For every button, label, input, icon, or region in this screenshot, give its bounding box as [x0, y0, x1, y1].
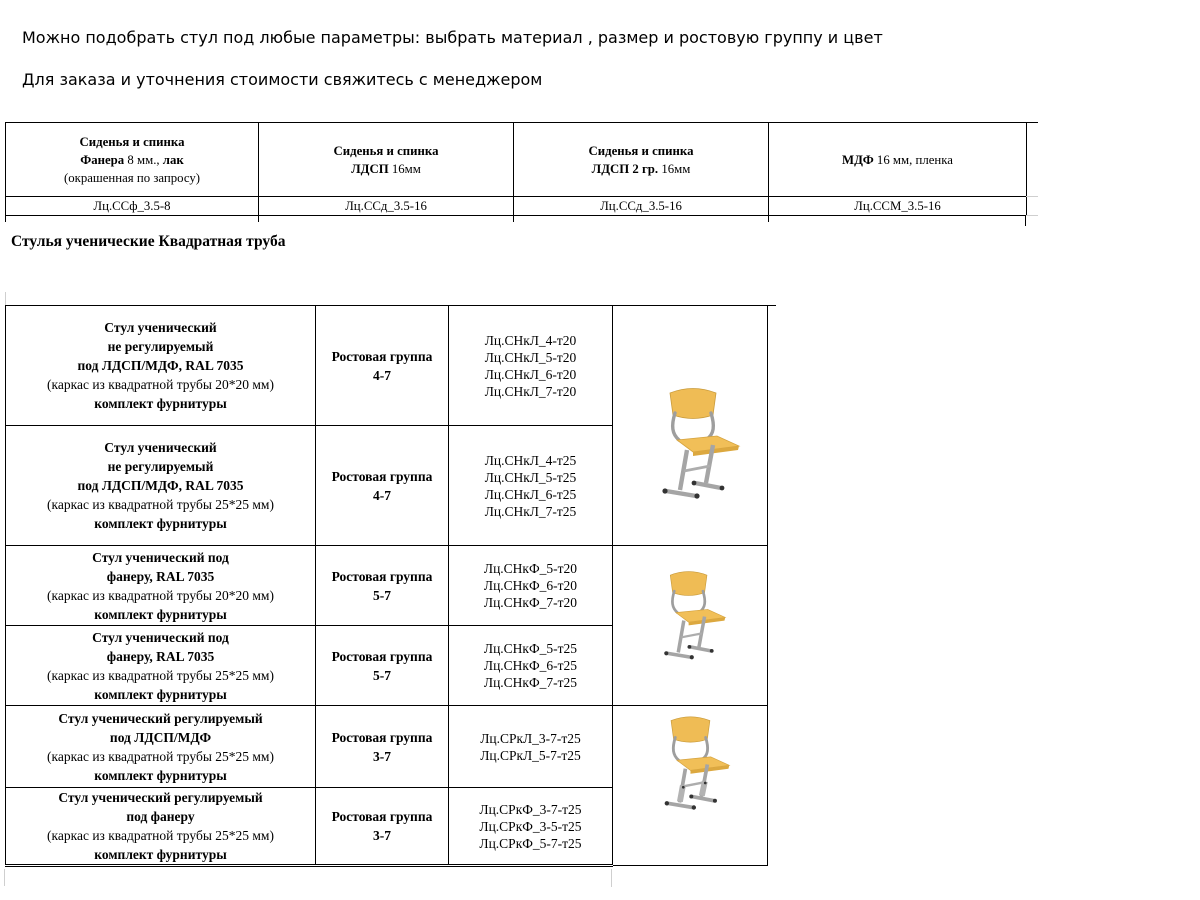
- table-row: [6, 306, 768, 426]
- material-code-mdf: Лц.ССМ_3.5-16: [769, 197, 1027, 216]
- product-name-cell: Стул ученический регулируемый под ЛДСП/МДФ (каркас из квадратной трубы 25*25 мм) комплект фурнитуры: [6, 706, 316, 788]
- gridline-faint: [611, 869, 612, 887]
- gridline-stub: [5, 216, 6, 222]
- school-chair-plywood-icon: [655, 568, 727, 670]
- product-name-cell: Стул ученический не регулируемый под ЛДСП/МДФ, RAL 7035 (каркас из квадратной трубы 25*25 мм) комплект фурнитуры: [6, 426, 316, 546]
- material-header-ldsp2: Сиденья и спинка ЛДСП 2 гр. 16мм: [514, 123, 769, 197]
- chairs-table: [5, 305, 768, 867]
- school-chair-fixed-icon: [651, 384, 741, 512]
- growth-group-cell: Ростовая группа 5-7: [316, 626, 449, 706]
- material-header-ldsp: Сиденья и спинка ЛДСП 16мм: [259, 123, 514, 197]
- gridline-stub: [513, 216, 514, 222]
- gridline-faint: [5, 292, 6, 305]
- gridline-faint: [1026, 196, 1038, 197]
- materials-table: [5, 122, 1027, 216]
- product-name-cell: Стул ученический регулируемый под фанеру (каркас из квадратной трубы 25*25 мм) комплект фурнитуры: [6, 788, 316, 866]
- school-chair-adjustable-icon: [655, 713, 731, 821]
- growth-group-cell: Ростовая группа 4-7: [316, 426, 449, 546]
- intro-line-1: Можно подобрать стул под любые параметры: выбрать материал , размер и ростовую группу и цвет: [22, 28, 883, 47]
- material-code-plywood: Лц.ССф_3.5-8: [6, 197, 259, 216]
- section-title: Стулья ученические Квадратная труба: [11, 233, 286, 250]
- material-header-plywood: Сиденья и спинка Фанера 8 мм., лак (окрашенная по запросу): [6, 123, 259, 197]
- gridline-stub: [1025, 122, 1038, 123]
- product-name-cell: Стул ученический под фанеру, RAL 7035 (каркас из квадратной трубы 25*25 мм) комплект фурнитуры: [6, 626, 316, 706]
- materials-header-row: [6, 123, 1027, 197]
- product-codes-cell: Лц.СРкЛ_3-7-т25 Лц.СРкЛ_5-7-т25: [449, 706, 613, 788]
- product-codes-cell: Лц.СНкЛ_4-т20 Лц.СНкЛ_5-т20 Лц.СНкЛ_6-т20 Лц.СНкЛ_7-т20: [449, 306, 613, 426]
- growth-group-cell: Ростовая группа 3-7: [316, 706, 449, 788]
- gridline-stub: [1025, 216, 1026, 226]
- materials-code-row: [6, 197, 1027, 216]
- gridline-stub: [766, 305, 776, 306]
- intro-line-2: Для заказа и уточнения стоимости свяжитесь с менеджером: [22, 70, 543, 89]
- material-code-ldsp: Лц.ССд_3.5-16: [259, 197, 514, 216]
- product-name-cell: Стул ученический под фанеру, RAL 7035 (каркас из квадратной трубы 20*20 мм) комплект фурнитуры: [6, 546, 316, 626]
- chair-photo-cell: [613, 706, 768, 866]
- gridline-faint: [4, 869, 5, 886]
- table-row: [6, 546, 768, 626]
- product-codes-cell: Лц.СНкЛ_4-т25 Лц.СНкЛ_5-т25 Лц.СНкЛ_6-т25 Лц.СНкЛ_7-т25: [449, 426, 613, 546]
- growth-group-cell: Ростовая группа 4-7: [316, 306, 449, 426]
- chair-photo-cell: [613, 546, 768, 706]
- growth-group-cell: Ростовая группа 5-7: [316, 546, 449, 626]
- table-row: [6, 706, 768, 788]
- growth-group-cell: Ростовая группа 3-7: [316, 788, 449, 866]
- product-codes-cell: Лц.СРкФ_3-7-т25 Лц.СРкФ_3-5-т25 Лц.СРкФ_5-7-т25: [449, 788, 613, 866]
- product-name-cell: Стул ученический не регулируемый под ЛДСП/МДФ, RAL 7035 (каркас из квадратной трубы 20*20 мм) комплект фурнитуры: [6, 306, 316, 426]
- material-header-mdf: МДФ 16 мм, пленка: [769, 123, 1027, 197]
- chair-photo-cell: [613, 306, 768, 546]
- product-codes-cell: Лц.СНкФ_5-т20 Лц.СНкФ_6-т20 Лц.СНкФ_7-т20: [449, 546, 613, 626]
- material-code-ldsp2: Лц.ССд_3.5-16: [514, 197, 769, 216]
- gridline-faint: [1026, 215, 1038, 216]
- gridline-stub: [258, 216, 259, 222]
- gridline-stub: [768, 216, 769, 222]
- product-codes-cell: Лц.СНкФ_5-т25 Лц.СНкФ_6-т25 Лц.СНкФ_7-т25: [449, 626, 613, 706]
